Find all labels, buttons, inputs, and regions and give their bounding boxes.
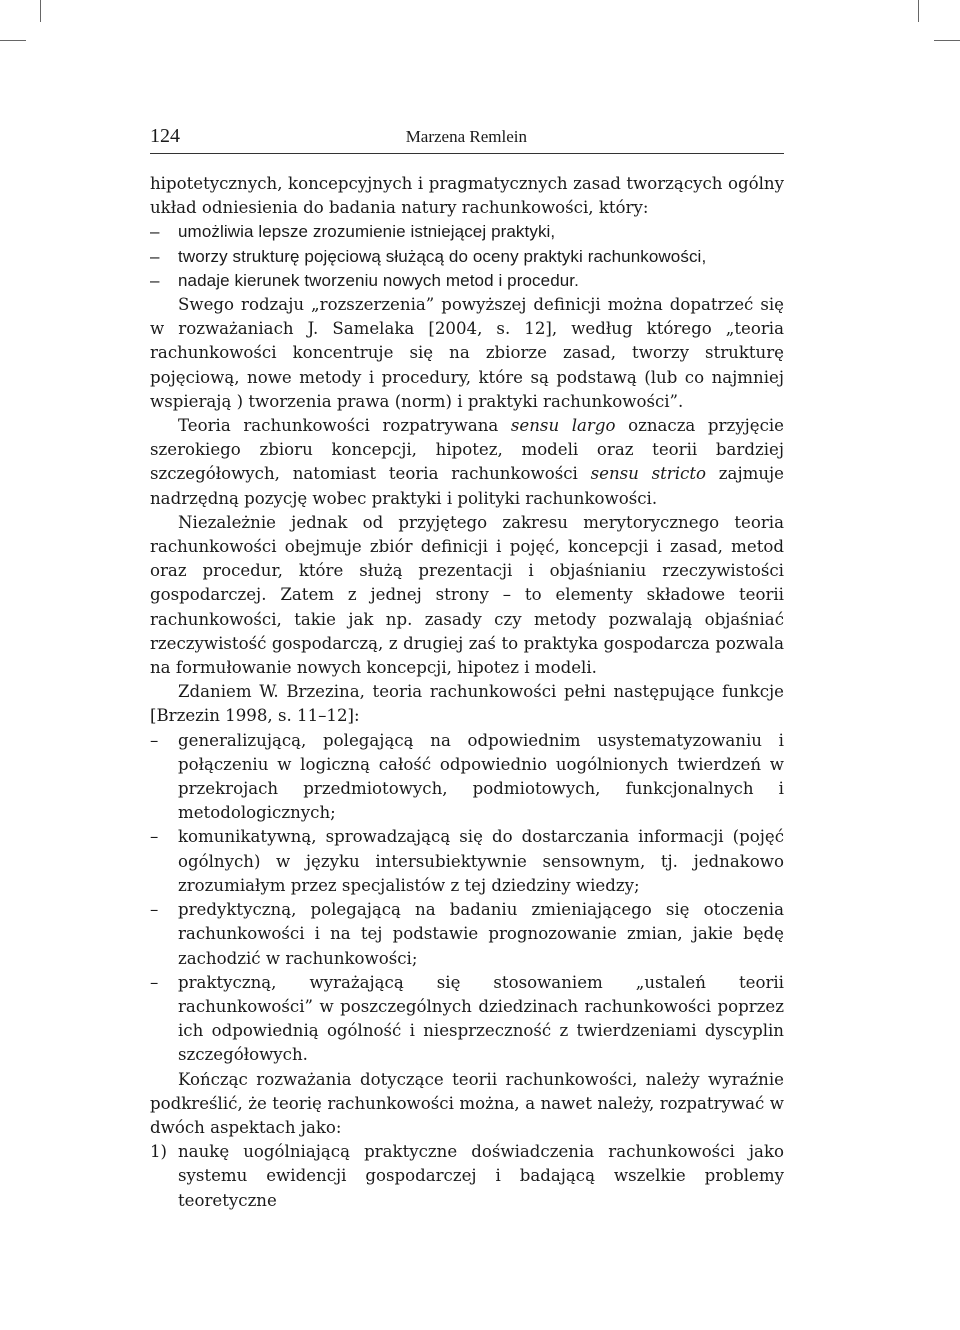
paragraph-3-part-1: Teoria rachunkowości rozpatrywana <box>178 416 511 436</box>
paragraph-5: Zdaniem W. Brzezina, teoria rachunkowości pełni następujące funkcje [Brzezin 1998, s. 11–12]: <box>150 682 784 726</box>
list-item-text: nadaje kierunek tworzeniu nowych metod i procedur. <box>178 270 579 290</box>
list-item-text: generalizującą, polegającą na odpowiednim usystematyzowaniu i połączeniu w logiczną całość odpowiednio uogólnionych twierdzeń w przekrojach przedmiotowych, podmiotowych, funkcjonalnych i metodologicznych; <box>178 730 784 823</box>
list-item-text: umożliwia lepsze zrozumienie istniejącej praktyki, <box>178 222 556 242</box>
page-number: 124 <box>150 125 180 147</box>
crop-mark-top-left-h <box>0 40 26 41</box>
paragraph-6: Kończąc rozważania dotyczące teorii rachunkowości, należy wyraźnie podkreślić, że teorię rachunkowości można, a nawet należy, rozpatrywać w dwóch aspektach jako: <box>150 1069 784 1137</box>
numbered-list <box>150 1140 784 1213</box>
body-text <box>150 172 784 1213</box>
bullet-list-1 <box>150 220 784 293</box>
dash-marker: – <box>150 222 160 242</box>
term-sensu-largo: sensu largo <box>510 416 616 436</box>
dash-marker: – <box>150 270 160 290</box>
paragraph-2: Swego rodzaju „rozszerzenia” powyższej definicji można dopatrzeć się w rozważaniach J. Samelaka [2004, s. 12], według którego „teoria rachunkowości koncentruje się na zbiorze zasad, tworzy strukturę pojęciową, nowe metody i procedury, które są podstawą (lub co najmniej wspierają ) tworzenia prawa (norm) i praktyki rachunkowości”. <box>150 295 784 411</box>
list-item <box>150 245 784 269</box>
list-item <box>150 729 784 826</box>
dash-marker: – <box>150 900 159 920</box>
list-item-text: tworzy strukturę pojęciową służącą do oceny praktyki rachunkowości, <box>178 246 707 266</box>
list-item <box>150 825 784 898</box>
paragraph-3-part-2: oznacza przyjęcie szerokiego zbioru koncepcji, hipotez, modeli oraz teorii bardziej szczegółowych, natomiast teoria rachunkowości <box>150 416 784 484</box>
crop-mark-top-right-h <box>934 40 960 41</box>
document-page <box>150 125 784 1213</box>
numbered-list-item <box>150 1140 784 1213</box>
list-item-text: komunikatywną, sprowadzającą się do dostarczania informacji (pojęć ogólnych) w języku intersubiektywnie sensownym, tj. jednakowo zrozumiałym przez specjalistów z tej dziedziny wiedzy; <box>178 827 784 895</box>
dash-marker: – <box>150 827 159 847</box>
dash-marker: – <box>150 730 159 750</box>
list-item <box>150 220 784 244</box>
bullet-list-2 <box>150 729 784 1068</box>
list-item-text: naukę uogólniającą praktyczne doświadczenia rachunkowości jako systemu ewidencji gospodarczej i badającą wszelkie problemy teoretyczne <box>178 1142 784 1210</box>
list-number: 1) <box>150 1142 168 1162</box>
running-header <box>150 125 784 154</box>
list-item <box>150 269 784 293</box>
paragraph-3-part-3: zajmuje nadrzędną pozycję wobec praktyki i polityki rachunkowości. <box>150 464 784 508</box>
dash-marker: – <box>150 246 160 266</box>
crop-mark-top-left-v <box>40 0 41 22</box>
paragraph-1: hipotetycznych, koncepcyjnych i pragmatycznych zasad tworzących ogólny układ odniesienia do badania natury rachunkowości, który: <box>150 174 784 218</box>
list-item <box>150 898 784 971</box>
list-item-text: praktyczną, wyrażającą się stosowaniem „ustaleń teorii rachunkowości” w poszczególnych dziedzinach rachunkowości poprzez ich odpowiednią ogólność i niesprzeczność z twierdzeniami dyscyplin szczegółowych. <box>178 972 784 1065</box>
dash-marker: – <box>150 972 159 992</box>
list-item <box>150 971 784 1068</box>
list-item-text: predyktyczną, polegającą na badaniu zmieniającego się otoczenia rachunkowości i na tej podstawie prognozowanie zmian, jakie będę zachodzić w rachunkowości; <box>178 900 784 968</box>
crop-mark-top-right-v <box>918 0 919 22</box>
term-sensu-stricto: sensu stricto <box>590 464 707 484</box>
running-header-author: Marzena Remlein <box>405 127 527 146</box>
paragraph-4: Niezależnie jednak od przyjętego zakresu merytorycznego teoria rachunkowości obejmuje zbiór definicji i pojęć, koncepcji i zasad, metod oraz procedur, które służą prezentacji i objaśnianiu rzeczywistości gospodarczej. Zatem z jednej strony – to elementy składowe teorii rachunkowości, takie jak np. zasady czy metody pozwalają objaśniać rzeczywistość gospodarczą, z drugiej zaś to praktyka gospodarcza pozwala na formułowanie nowych koncepcji, hipotez i modeli. <box>150 512 784 678</box>
paragraph-3 <box>150 414 784 511</box>
